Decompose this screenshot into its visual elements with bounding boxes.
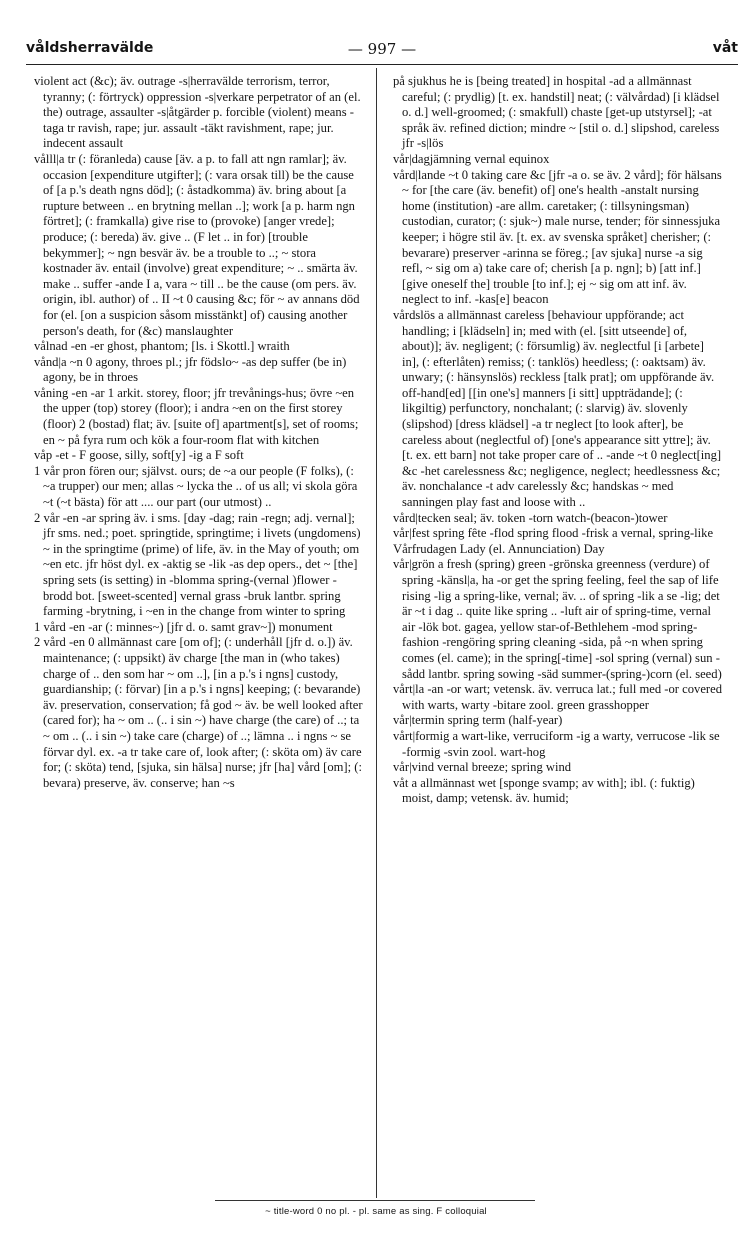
dictionary-entry: 2 vår -en -ar spring äv. i sms. [day -dag; rain -regn; adj. vernal]; jfr sms. ned.; poet. springtide, springtime; i livets (ungdomens) ~ in the springtime (prime) of life, äv. in the May of youth; om ~en etc. jfr höst dyl. ex -aktig se -lik -as dep opers., det ~ [the] spring sets (is setting) in -blomma spring-(vernal )flower -brodd bot. [sweet-scented] vernal grass -bruk lantbr. spring farming -brytning, i ~en in the change from winter to spring: [34, 510, 361, 619]
dictionary-entry: på sjukhus he is [being treated] in hospital -ad a allmännast careful; (: prydlig) [t. ex. handstil] neat; (: välvårdad) [i klädsel o. d.] well-groomed; (: smakfull) chaste [get-up utstyrsel]; -at språk äv. refined diction; mindre ~ [stil o. d.] slipshod, careless jfr -s|lös: [393, 74, 720, 151]
dictionary-entry: vård|tecken seal; äv. token -torn watch-(beacon-)tower: [393, 510, 668, 525]
page-header: [26, 40, 738, 60]
dictionary-entry: vålll|a tr (: föranleda) cause [äv. a p. to fall att ngn ramlar]; äv. occasion [expenditure utgifter]; (: vara orsak till) be the cause of [a p.'s death ngns död]; (: åstadkomma) äv. bring about [a rupture between .. en brytning mellan ..]; work [a p. harm ngn förtret]; (: framkalla) give rise to (provoke) [anger vrede]; produce; (: bereda) äv. give .. (F let .. in for) [trouble bekymmer]; ~ ngn besvär äv. be a trouble to ..; ~ stora kostnader äv. entail (involve) great expenditure; ~ .. smärta äv. make .. suffer -ande I a, vara ~ till .. be the cause (om pers. äv. origin, ibl. author) of .. II ~t 0 causing &c; för ~ av annans död for (el. [on a suspicion såsom misstänkt] of) causing another person's death, for (&c) manslaughter: [34, 151, 360, 338]
dictionary-entry: vålnad -en -er ghost, phantom; [ls. i Skottl.] wraith: [34, 339, 290, 354]
dictionary-entry: violent act (&c); äv. outrage -s|herravälde terrorism, terror, tyranny; (: förtryck) oppression -s|verkare perpetrator of an (el. the) outrage, assaulter -s|åtgärder p. forcible (violent) means -taga tr ravish, rape; jur. assault -täkt ravishment, rape; jur. indecent assault: [34, 74, 361, 151]
dictionary-entry: vår|vind vernal breeze; spring wind: [393, 760, 572, 775]
dictionary-entry: vårt|formig a wart-like, verruciform -ig a warty, verrucose -lik se -formig -svin zool. wart-hog: [393, 728, 720, 759]
dictionary-entry: 1 vård -en -ar (: minnes~) [jfr d. o. samt grav~]) monument: [34, 619, 333, 634]
dictionary-entry: vår|termin spring term (half-year): [393, 713, 563, 728]
header-rule: [26, 64, 738, 65]
dictionary-entry: 2 vård -en 0 allmännast care [om of]; (: underhåll [jfr d. o.]) äv. maintenance; (: uppsikt) äv charge [the man in (who takes) charge of .. den som har ~ om ..], [in a p.'s i ngns] custody, guardianship; (: förvar) [in a p.'s i ngns] keeping; (: bevarande) äv. preservation, conservation; få god ~ äv. be well looked after (cared for); ha ~ om .. (.. i sin ~) have charge (the care) of ..; ta ~ om .. (.. i sin ~) take care (charge) of ..; lämna .. i ngns ~ se förvar dyl. ex. -a tr take care of, look after; (: sköta om) äv care for; (: sköta) tend, [sjuka, sin hälsa] nurse; jfr [ha] vård [om]; (: bevara) preserve, äv. conserve; han ~s: [34, 635, 363, 790]
dictionary-entry: vårdslös a allmännast careless [behaviour uppförande; act handling; i [klädseln] in; med with (el. [sitt utseende] of, about)]; äv. negligent; (: försumlig) äv. neglectful [i [arbete] in], (: efterlåten) remiss; (: tanklös) heedless; (: oaktsam) äv. unwary; (: hänsynslös) reckless [talk prat]; om uppförande äv. off-hand[ed] [[in one's] manners [i sitt] uppträdande]; (: likgiltig) perfunctory, nonchalant; (: slarvig) äv. slovenly (slipshod) [dress klädsel] -a tr neglect [to look after], be careless about (neglectful of) [one's appearance sitt yttre]; äv. [t. ex. ett barn] not take proper care of .. -ande ~t 0 neglect[ing] &c -het carelessness &c; negligence, neglect; heedlessness &c; äv. nonchalance -t adv carelessly &c; handskas ~ med sanningen play fast and loose with ..: [393, 307, 722, 510]
dictionary-entry: vår|grön a fresh (spring) green -grönska greenness (verdure) of spring -känsl|a, ha -or get the spring feeling, feel the sap of life rising -lig a spring-like, vernal; äv. .. of spring -lik a se -lig; det är ~t i dag .. quite like spring .. -luft air of spring-time, vernal air -lök bot. gagea, yellow star-of-Bethlehem -mod spring-fashion -rengöring spring cleaning -sida, på ~n when spring comes (el. came); in the spring[-time] -sol spring (vernal) sun -sådd lantbr. spring sowing -säd summer-(spring-)corn (el. seed): [393, 557, 722, 681]
dictionary-entry: vånd|a ~n 0 agony, throes pl.; jfr födslo~ -as dep suffer (be in) agony, be in throes: [34, 354, 347, 385]
footer-legend: ~ title-word 0 no pl. - pl. same as sing. F colloquial: [265, 1206, 487, 1217]
dictionary-entry: Vårfrudagen Lady (el. Annunciation) Day: [393, 541, 605, 556]
dictionary-entry: våning -en -ar 1 arkit. storey, floor; jfr trevånings-hus; övre ~en the upper (top) storey (floor); i andra ~en on the first storey (floor) 2 (bostad) flat; äv. [suite of] apartment[s], set of rooms; en ~ på fyra rum och kök a four-room flat with kitchen: [34, 385, 359, 447]
dictionary-entry: vårt|la -an -or wart; vetensk. äv. verruca lat.; full med -or covered with warts, warty -bitare zool. green grasshopper: [393, 682, 722, 712]
right-column: [393, 74, 723, 1184]
dictionary-entry: 1 vår pron fören our; självst. ours; de ~a our people (F folks), (: ~a trupper) our men; allas ~ lycka the .. of us all; vi skola göra ~t (~t bästa) för att .... our part (our utmost) ..: [34, 463, 358, 510]
header-page-number: — 997 —: [347, 40, 417, 58]
dictionary-entry: våp -et - F goose, silly, soft[y] -ig a F soft: [34, 448, 244, 463]
dictionary-entry: vår|fest spring fête -flod spring flood -frisk a vernal, spring-like: [393, 526, 714, 541]
dictionary-entry: vår|dagjämning vernal equinox: [393, 151, 550, 166]
left-column: [34, 74, 364, 1184]
footer-rule: [215, 1200, 535, 1201]
dictionary-entry: våt a allmännast wet [sponge svamp; av with]; ibl. (: fuktig) moist, damp; vetensk. äv. humid;: [393, 775, 695, 806]
header-right-guideword: våt: [712, 40, 738, 56]
header-left-guideword: våldsherravälde: [26, 40, 154, 56]
column-divider: [376, 68, 377, 1198]
dictionary-entry: vård|lande ~t 0 taking care &c [jfr -a o. se äv. 2 vård]; för hälsans ~ for [the care (äv. benefit) of] one's health -anstalt nursing home (institution) -are allm. caretaker; (: tillsyningsman) custodian, curator; (: sjuk~) male nurse, tender; för sinnessjuka keeper; i högre stil äv. [t. ex. av svenska språket] cherisher; (: bevarare) preserver -arinna se föreg.; [av sjuka] nurse -a sig refl, ~ sig om a) take care of; cherish [a p. ngn]; b) [att inf.] [give oneself the] trouble [to inf.]; ej ~ sig om att inf. äv. neglect to inf. -kas[e] beacon: [393, 167, 722, 307]
